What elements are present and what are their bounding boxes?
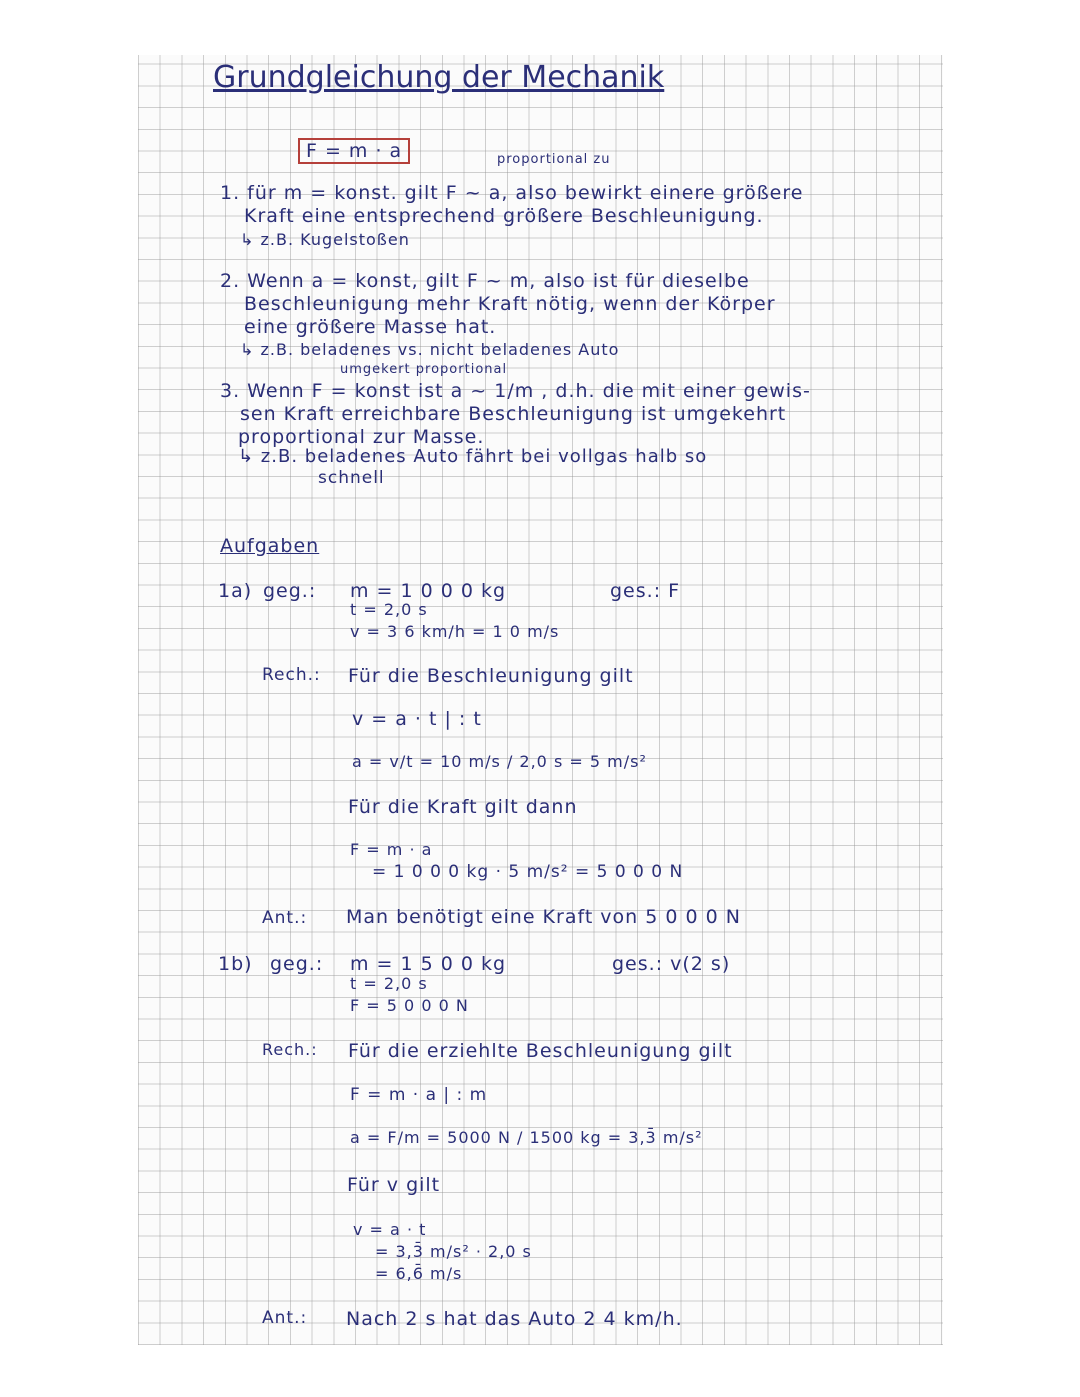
calc-line: = 1 0 0 0 kg · 5 m/s² = 5 0 0 0 N — [372, 862, 684, 882]
given-value: m = 1 0 0 0 kg — [350, 580, 507, 602]
wanted: ges.: v(2 s) — [612, 953, 731, 975]
answer-label: Ant.: — [262, 908, 308, 928]
task-label: 1b) — [218, 953, 253, 975]
task-label: 1a) — [218, 580, 253, 602]
rule-line: 2. Wenn a = konst, gilt F ~ m, also ist für dieselbe — [220, 270, 750, 292]
calc-line: Für v gilt — [347, 1174, 441, 1196]
answer-label: Ant.: — [262, 1308, 308, 1328]
calc-label: Rech.: — [262, 665, 321, 685]
calc-line: = 6,6̄ m/s — [375, 1264, 463, 1283]
given-value: m = 1 5 0 0 kg — [350, 953, 507, 975]
calc-line: v = a · t — [353, 1220, 427, 1239]
rule-line: eine größere Masse hat. — [244, 316, 497, 338]
tasks-heading: Aufgaben — [220, 535, 320, 557]
rule-example: ↳ z.B. beladenes vs. nicht beladenes Auto — [240, 340, 620, 359]
given-value: t = 2,0 s — [350, 974, 428, 993]
answer: Man benötigt eine Kraft von 5 0 0 0 N — [346, 906, 741, 928]
rule-line: Kraft eine entsprechend größere Beschleunigung. — [244, 205, 764, 227]
given-value: F = 5 0 0 0 N — [350, 996, 469, 1015]
given-label: geg.: — [263, 580, 317, 602]
calc-line: = 3,3̄ m/s² · 2,0 s — [375, 1242, 532, 1261]
given-label: geg.: — [270, 953, 324, 975]
calc-line: F = m · a | : m — [350, 1085, 488, 1105]
calc-line: a = F/m = 5000 N / 1500 kg = 3,3̄ m/s² — [350, 1128, 703, 1147]
calc-line: Für die erziehlte Beschleunigung gilt — [348, 1040, 733, 1062]
annotation: proportional zu — [497, 152, 611, 167]
wanted: ges.: F — [610, 580, 681, 602]
annotation: umgekert proportional — [340, 362, 508, 377]
answer: Nach 2 s hat das Auto 2 4 km/h. — [346, 1308, 683, 1330]
rule-example: schnell — [318, 468, 385, 488]
calc-line: a = v/t = 10 m/s / 2,0 s = 5 m/s² — [352, 752, 647, 771]
calc-line: Für die Kraft gilt dann — [348, 796, 578, 818]
rule-line: 1. für m = konst. gilt F ~ a, also bewirkt einere größere — [220, 182, 804, 204]
calc-label: Rech.: — [262, 1040, 318, 1059]
formula-box: F = m · a — [298, 138, 410, 164]
calc-line: Für die Beschleunigung gilt — [348, 665, 634, 687]
rule-example: ↳ z.B. Kugelstoßen — [240, 230, 410, 249]
calc-line: F = m · a — [350, 840, 433, 859]
rule-example: ↳ z.B. beladenes Auto fährt bei vollgas halb so — [238, 446, 708, 467]
rule-line: Beschleunigung mehr Kraft nötig, wenn der Körper — [244, 293, 776, 315]
rule-line: 3. Wenn F = konst ist a ~ 1/m , d.h. die mit einer gewis- — [220, 380, 811, 402]
given-value: t = 2,0 s — [350, 600, 428, 619]
given-value: v = 3 6 km/h = 1 0 m/s — [350, 622, 560, 641]
rule-line: sen Kraft erreichbare Beschleunigung ist umgekehrt — [240, 403, 787, 425]
rule-line: proportional zur Masse. — [238, 426, 485, 448]
calc-line: v = a · t | : t — [352, 708, 482, 730]
page-title: Grundgleichung der Mechanik — [213, 60, 665, 95]
